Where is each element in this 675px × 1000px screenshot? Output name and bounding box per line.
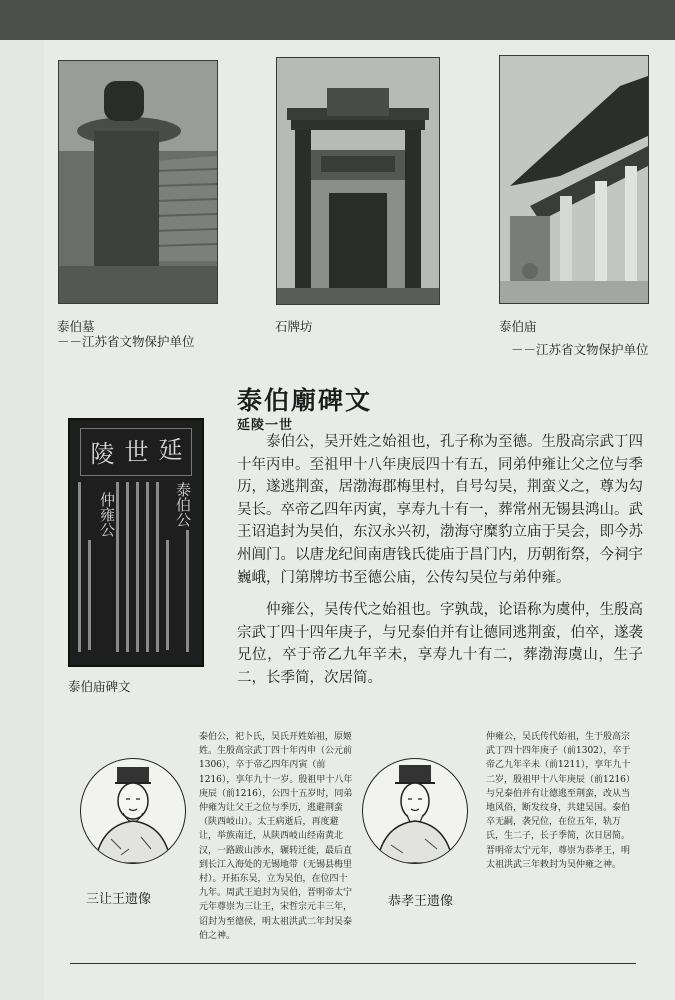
temple-caption-note: －－江苏省文物保护单位 [511,342,649,357]
zhongyong-portrait [362,758,468,864]
tomb-caption-note: －－江苏省文物保护单位 [57,334,195,349]
stele-head-char: 延 [154,437,182,461]
tomb-photo [58,60,218,304]
temple-photo [499,55,649,304]
taibo-portrait [80,758,186,864]
archway-caption: 石牌坊 [275,319,313,334]
article-paragraph-2: 仲雍公，吴传代之始祖也。字孰哉，论语称为虞仲，生殷高宗武丁四十四年庚子，与兄泰伯并有让德同逃荆蛮，伯卒，遂袭兄位，卒于帝乙九年辛未，享寿九十有二，葬渤海虞山，生子二，长季简，次居简。 [237,602,643,686]
zhongyong-biography: 仲雍公，吴氏传代始祖，生于殷高宗武丁四十四年庚子（前1302），卒于帝乙九年辛未（前1211），享年九十二岁，殷祖甲十八年庚辰（前1216）与兄泰伯并有让德逃至荆蛮，改从当地风俗，断发纹身，共建吴国。泰伯卒无嗣，袭兄位，在位五年，轨万氏，生二子，长子季简，次日居简。晋明帝太宁元年，尊崇为恭孝王，明太祖洪武三年敕封为吴仲雍之神。 [486,732,635,870]
stele-column: 泰伯公 [174,482,192,527]
taibo-biography: 泰伯公，祀卜氏，吴氏开姓始祖，原姬姓。生殷高宗武丁四十年丙申（公元前1306），卒于帝乙四年丙寅（前1216），享年九十一岁。殷祖甲十八年庚辰（前1216），公四十五岁时，同弟仲雍为让父王之位与季历，逃避荆蛮（陕西岐山）。太王病逝后，再度避让，举族南迁，从陕西岐山经南黄北汉，一路跋山涉水，辗转迁徙，最后直到长江入海处的无锡地带（无锡县梅里村）。开拓东吴，立为吴伯，在位四十九年。周武王追封为吴伯，晋明帝太宁元年尊崇为三让王，宋哲宗元丰三年，诏封为至德侯，明太祖洪武二年封吴泰伯之神。 [199,732,353,941]
bottom-rule [70,963,636,964]
article-title: 泰伯廟碑文 [237,386,373,415]
stele-rubbing [68,418,204,667]
article-subtitle: 延陵一世 [237,418,294,433]
archway-photo [276,57,440,305]
top-dark-strip [0,0,675,40]
stele-caption: 泰伯庙碑文 [68,679,131,694]
temple-caption: 泰伯庙 [499,319,537,334]
stele-column: 仲雍公 [98,492,116,537]
taibo-portrait-caption: 三让王遗像 [86,892,152,907]
zhongyong-portrait-caption: 恭孝王遗像 [388,894,454,909]
article-paragraph-1: 泰伯公，吴开姓之始祖也，孔子称为至德。生殷高宗武丁四十年丙申。至祖甲十八年庚辰四十有五，同弟仲雍让父之位与季历，遂逃荆蛮，居渤海郡梅里村，自号勾吴，荆蛮义之，尊为勾吴长。卒帝乙四年丙寅，享寿九十有一，葬常州无锡县鸿山。武王诏追封为吴伯，东汉永兴初，渤海守糜豹立庙于吴会，即今苏州阊门。以唐龙纪间南唐钱氏徙庙于昌门内，历朝衔祭，今祠宇巍峨，门第牌坊书至德公庙，公传勾吴位与弟仲雍。 [237,434,643,586]
stele-head-char: 世 [120,439,148,463]
stele-head-char: 陵 [86,441,114,465]
tomb-caption: 泰伯墓 [57,319,95,334]
